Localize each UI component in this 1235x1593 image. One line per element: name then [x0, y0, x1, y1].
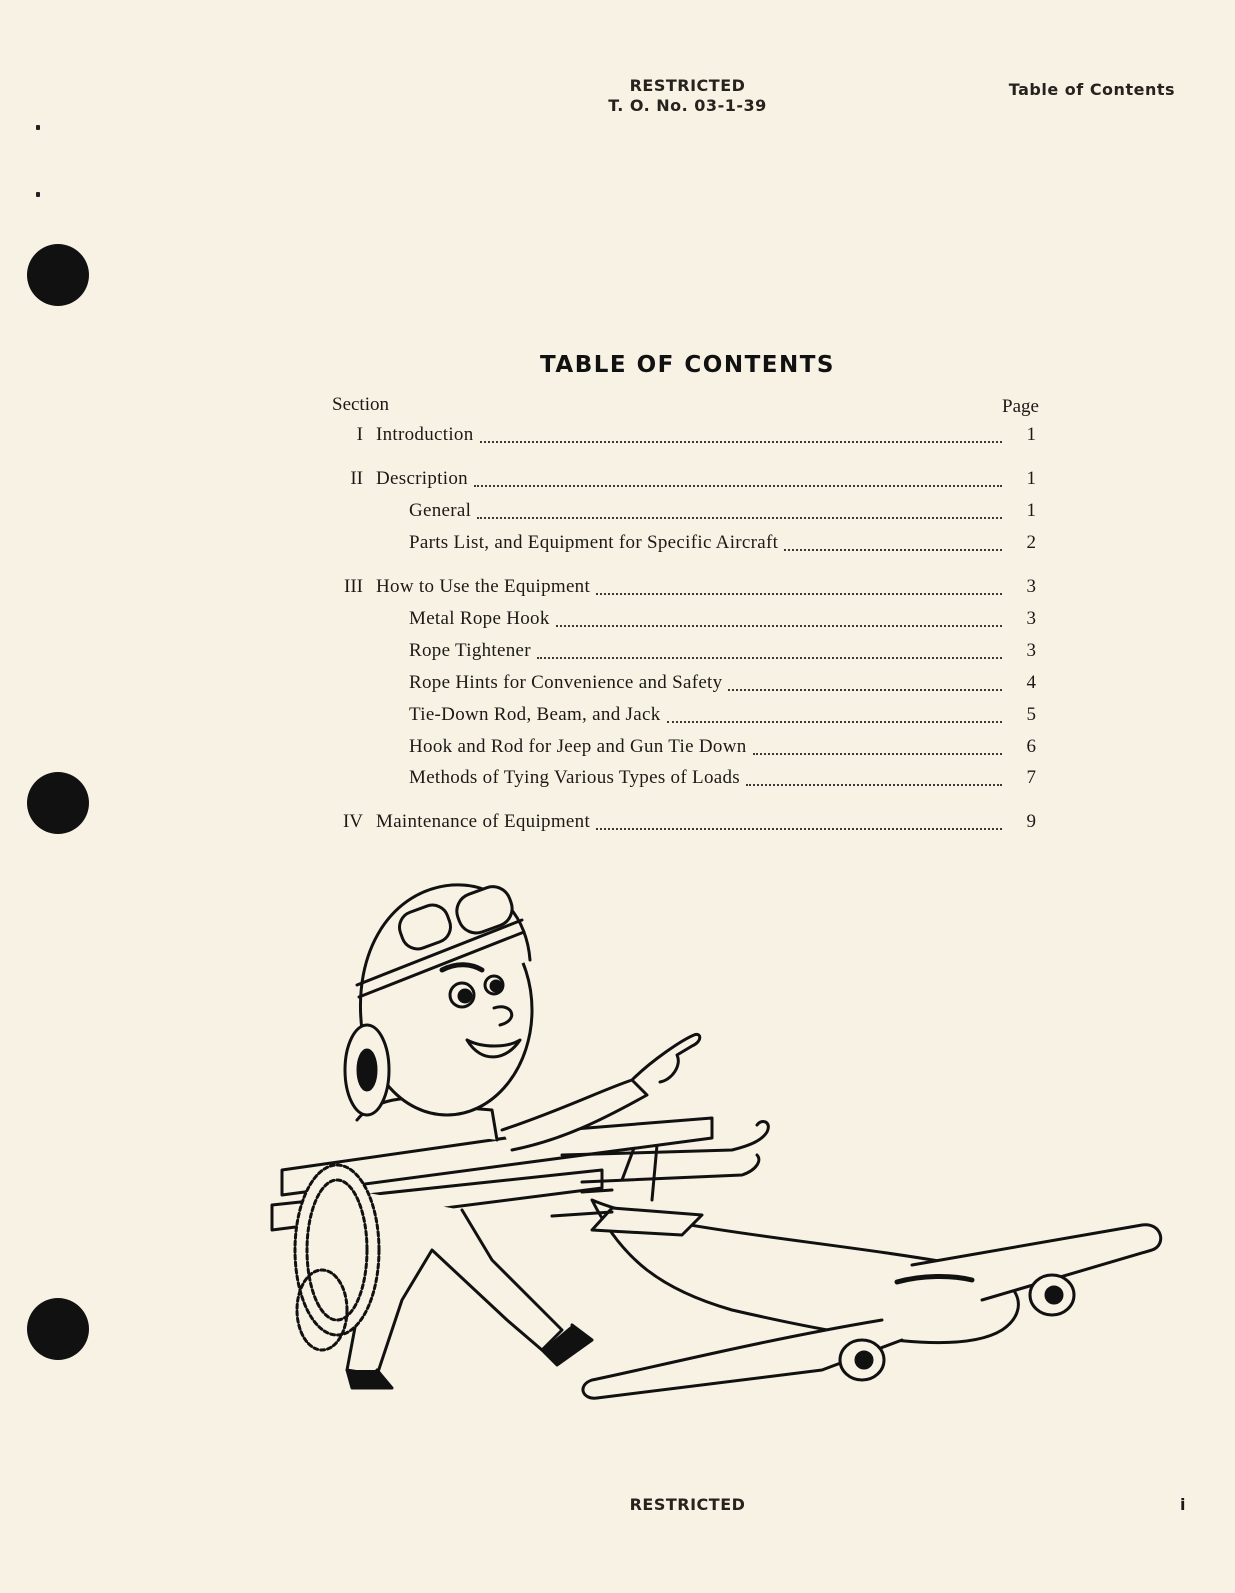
toc-entry-title: Methods of Tying Various Types of Loads	[409, 767, 740, 788]
dot-leader	[477, 516, 1002, 519]
toc-page-number: 1	[1026, 500, 1036, 521]
toc-page-number: 3	[1026, 640, 1036, 661]
toc-entry-title: Parts List, and Equipment for Specific Aircraft	[409, 532, 779, 553]
toc-page-number: 9	[1026, 811, 1036, 832]
toc-entry[interactable]	[332, 532, 1042, 558]
airman-illustration	[262, 870, 1192, 1410]
margin-mark	[36, 192, 40, 197]
dot-leader	[746, 783, 1002, 786]
toc-page-number: 3	[1026, 608, 1036, 629]
toc-entry[interactable]	[332, 736, 1042, 762]
toc-page-number: 6	[1026, 736, 1036, 757]
toc-page-number: 7	[1026, 767, 1036, 788]
dot-leader	[474, 484, 1002, 487]
dot-leader	[728, 688, 1002, 691]
toc-entry-title: General	[409, 500, 472, 521]
dot-leader	[596, 592, 1002, 595]
toc-entry-title: Metal Rope Hook	[409, 608, 550, 629]
toc-entry[interactable]	[332, 468, 1042, 494]
toc-section-number: II	[350, 468, 363, 489]
header-classification: RESTRICTED	[629, 76, 746, 95]
toc-entry-title: Rope Tightener	[409, 640, 531, 661]
binder-hole-3	[27, 1298, 89, 1360]
dot-leader	[667, 720, 1002, 723]
toc-entry[interactable]	[332, 811, 1042, 837]
dot-leader	[596, 827, 1002, 830]
toc-entry[interactable]	[332, 672, 1042, 698]
header-document-number: T. O. No. 03-1-39	[608, 96, 767, 115]
dot-leader	[480, 440, 1002, 443]
toc-entry[interactable]	[332, 640, 1042, 666]
toc-page-number: 5	[1026, 704, 1036, 725]
running-head: Table of Contents	[1008, 80, 1175, 99]
toc-section-number: III	[344, 576, 363, 597]
toc-entry[interactable]	[332, 576, 1042, 602]
toc-entry[interactable]	[332, 424, 1042, 450]
toc-entry[interactable]	[332, 500, 1042, 526]
toc-entry-title: Introduction	[376, 424, 474, 445]
toc-page-number: 1	[1026, 424, 1036, 445]
toc-entry-title: Hook and Rod for Jeep and Gun Tie Down	[409, 736, 747, 757]
binder-hole-2	[27, 772, 89, 834]
page-title: TABLE OF CONTENTS	[540, 352, 835, 378]
dot-leader	[537, 656, 1002, 659]
toc-entry-title: Rope Hints for Convenience and Safety	[409, 672, 723, 693]
page-column-label: Page	[1002, 396, 1039, 417]
margin-mark	[36, 125, 40, 130]
toc-entry-title: How to Use the Equipment	[376, 576, 591, 597]
toc-entry[interactable]	[332, 704, 1042, 730]
toc-page-number: 3	[1026, 576, 1036, 597]
toc-entry-title: Maintenance of Equipment	[376, 811, 591, 832]
toc-entry-title: Tie-Down Rod, Beam, and Jack	[409, 704, 661, 725]
dot-leader	[753, 752, 1002, 755]
dot-leader	[556, 624, 1002, 627]
binder-hole-1	[27, 244, 89, 306]
toc-entry-title: Description	[376, 468, 468, 489]
page-folio: i	[1180, 1495, 1186, 1514]
toc-entry[interactable]	[332, 767, 1042, 793]
toc-page-number: 2	[1026, 532, 1036, 553]
toc-entry[interactable]	[332, 608, 1042, 634]
toc-page-number: 1	[1026, 468, 1036, 489]
toc-section-number: I	[356, 424, 363, 445]
dot-leader	[784, 548, 1002, 551]
section-column-label: Section	[332, 394, 389, 415]
footer-classification: RESTRICTED	[629, 1495, 746, 1514]
toc-section-number: IV	[342, 811, 363, 832]
toc-page-number: 4	[1026, 672, 1036, 693]
